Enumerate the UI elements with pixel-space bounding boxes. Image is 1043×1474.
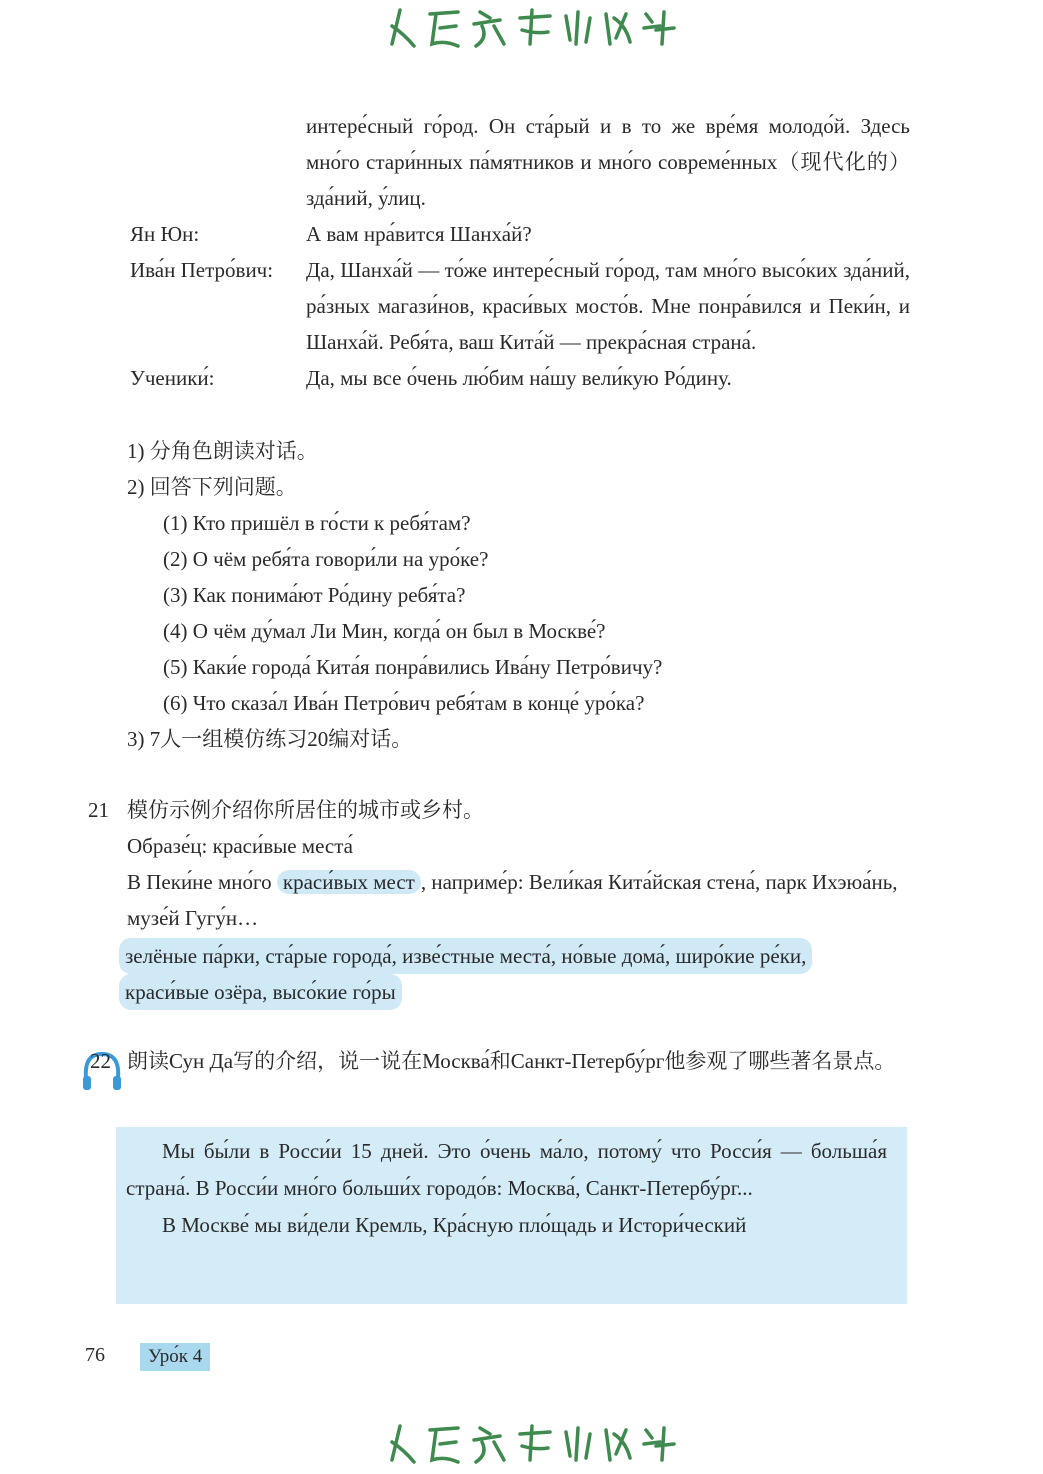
sample-pre: В Пеки́не мно́го xyxy=(127,870,272,894)
dialogue-line xyxy=(130,360,910,396)
line-text: Да, мы все о́чень лю́бим на́шу вели́кую Ро́дину. xyxy=(306,366,732,390)
dialogue xyxy=(130,108,910,396)
publisher-logo-top xyxy=(370,4,680,52)
speaker: Ян Юн: xyxy=(130,222,200,246)
reading-paragraph: Мы бы́ли в Росси́и 15 дней. Это о́чень ма́ло, потому́ что Росси́я — больша́я страна́. В Росси́и мно́го больши́х городо́в: Москва́, Санкт-Петербу́рг... xyxy=(126,1139,887,1200)
question-item: (1) Кто пришёл в го́сти к ребя́там? xyxy=(163,511,471,535)
sample-post: , наприме́р: Вели́кая Кита́йская стена́, парк Ихэюа́нь, музе́й Гугу́н… xyxy=(127,870,898,930)
publisher-logo-calligraphy xyxy=(370,4,680,52)
publisher-logo-calligraphy xyxy=(370,1420,680,1468)
dialogue-line xyxy=(130,108,910,216)
exercise-number: 21 xyxy=(88,798,109,822)
sample-sentence xyxy=(127,864,918,936)
task-1: 1) 分角色朗读对话。 xyxy=(127,439,318,463)
word-list-line-1: зелёные па́рки, ста́рые города́, изве́стные места́, но́вые дома́, широ́кие ре́ки, xyxy=(119,938,812,974)
word-list-line-2: краси́вые озёра, высо́кие го́ры xyxy=(119,974,402,1010)
question-item: (5) Каки́е города́ Кита́я понра́вились Ива́ну Петро́вичу? xyxy=(163,655,663,679)
task-list xyxy=(127,433,927,757)
page-number: 76 xyxy=(85,1344,105,1366)
sample-label: Образе́ц: краси́вые места́ xyxy=(127,834,353,858)
task-2: 2) 回答下列问题。 xyxy=(127,475,297,499)
publisher-logo-bottom xyxy=(370,1420,680,1468)
question-item: (3) Как понима́ют Ро́дину ребя́та? xyxy=(163,583,466,607)
exercise-21 xyxy=(88,792,918,1010)
exercise-22 xyxy=(88,1043,918,1079)
question-item: (2) О чём ребя́та говори́ли на уро́ке? xyxy=(163,547,489,571)
line-text: Да, Шанха́й — то́же интере́сный го́род, там мно́го высо́ких зда́ний, ра́зных магази́нов, краси́вых мосто́в. Мне понра́вился и Пеки́н, и Шанха́й. Ребя́та, ваш Кита́й — прекра́сная страна́. xyxy=(306,258,910,354)
speaker: Ученики́: xyxy=(130,366,215,390)
reading-paragraph: В Москве́ мы ви́дели Кремль, Кра́сную пло́щадь и Истори́ческий xyxy=(162,1213,747,1237)
speaker xyxy=(130,108,306,216)
question-item: (6) Что сказа́л Ива́н Петро́вич ребя́там в конце́ уро́ка? xyxy=(163,691,645,715)
exercise-title: 模仿示例介绍你所居住的城市或乡村。 xyxy=(127,798,484,822)
exercise-number: 22 xyxy=(90,1049,111,1073)
line-text: интере́сный го́род. Он ста́рый и в то же вре́мя молодо́й. Здесь мно́го стари́нных па́мятников и мно́го совреме́нных（现代化的）зда́ний, у́лиц. xyxy=(306,114,910,210)
reading-box xyxy=(116,1127,907,1304)
lesson-badge: Уро́к 4 xyxy=(140,1343,210,1371)
dialogue-line xyxy=(130,216,910,252)
question-item: (4) О чём ду́мал Ли Мин, когда́ он был в Москве́? xyxy=(163,619,606,643)
exercise-title: 朗读Сун Да写的介绍，说一说在Москва́和Санкт-Петербу́рг他参观了哪些著名景点。 xyxy=(127,1049,896,1073)
sample-highlight: краси́вых мест xyxy=(277,870,421,894)
dialogue-line xyxy=(130,252,910,360)
task-3: 3) 7人一组模仿练习20编对话。 xyxy=(127,727,413,751)
line-text: А вам нра́вится Шанха́й? xyxy=(306,222,532,246)
speaker: Ива́н Петро́вич: xyxy=(130,258,274,282)
